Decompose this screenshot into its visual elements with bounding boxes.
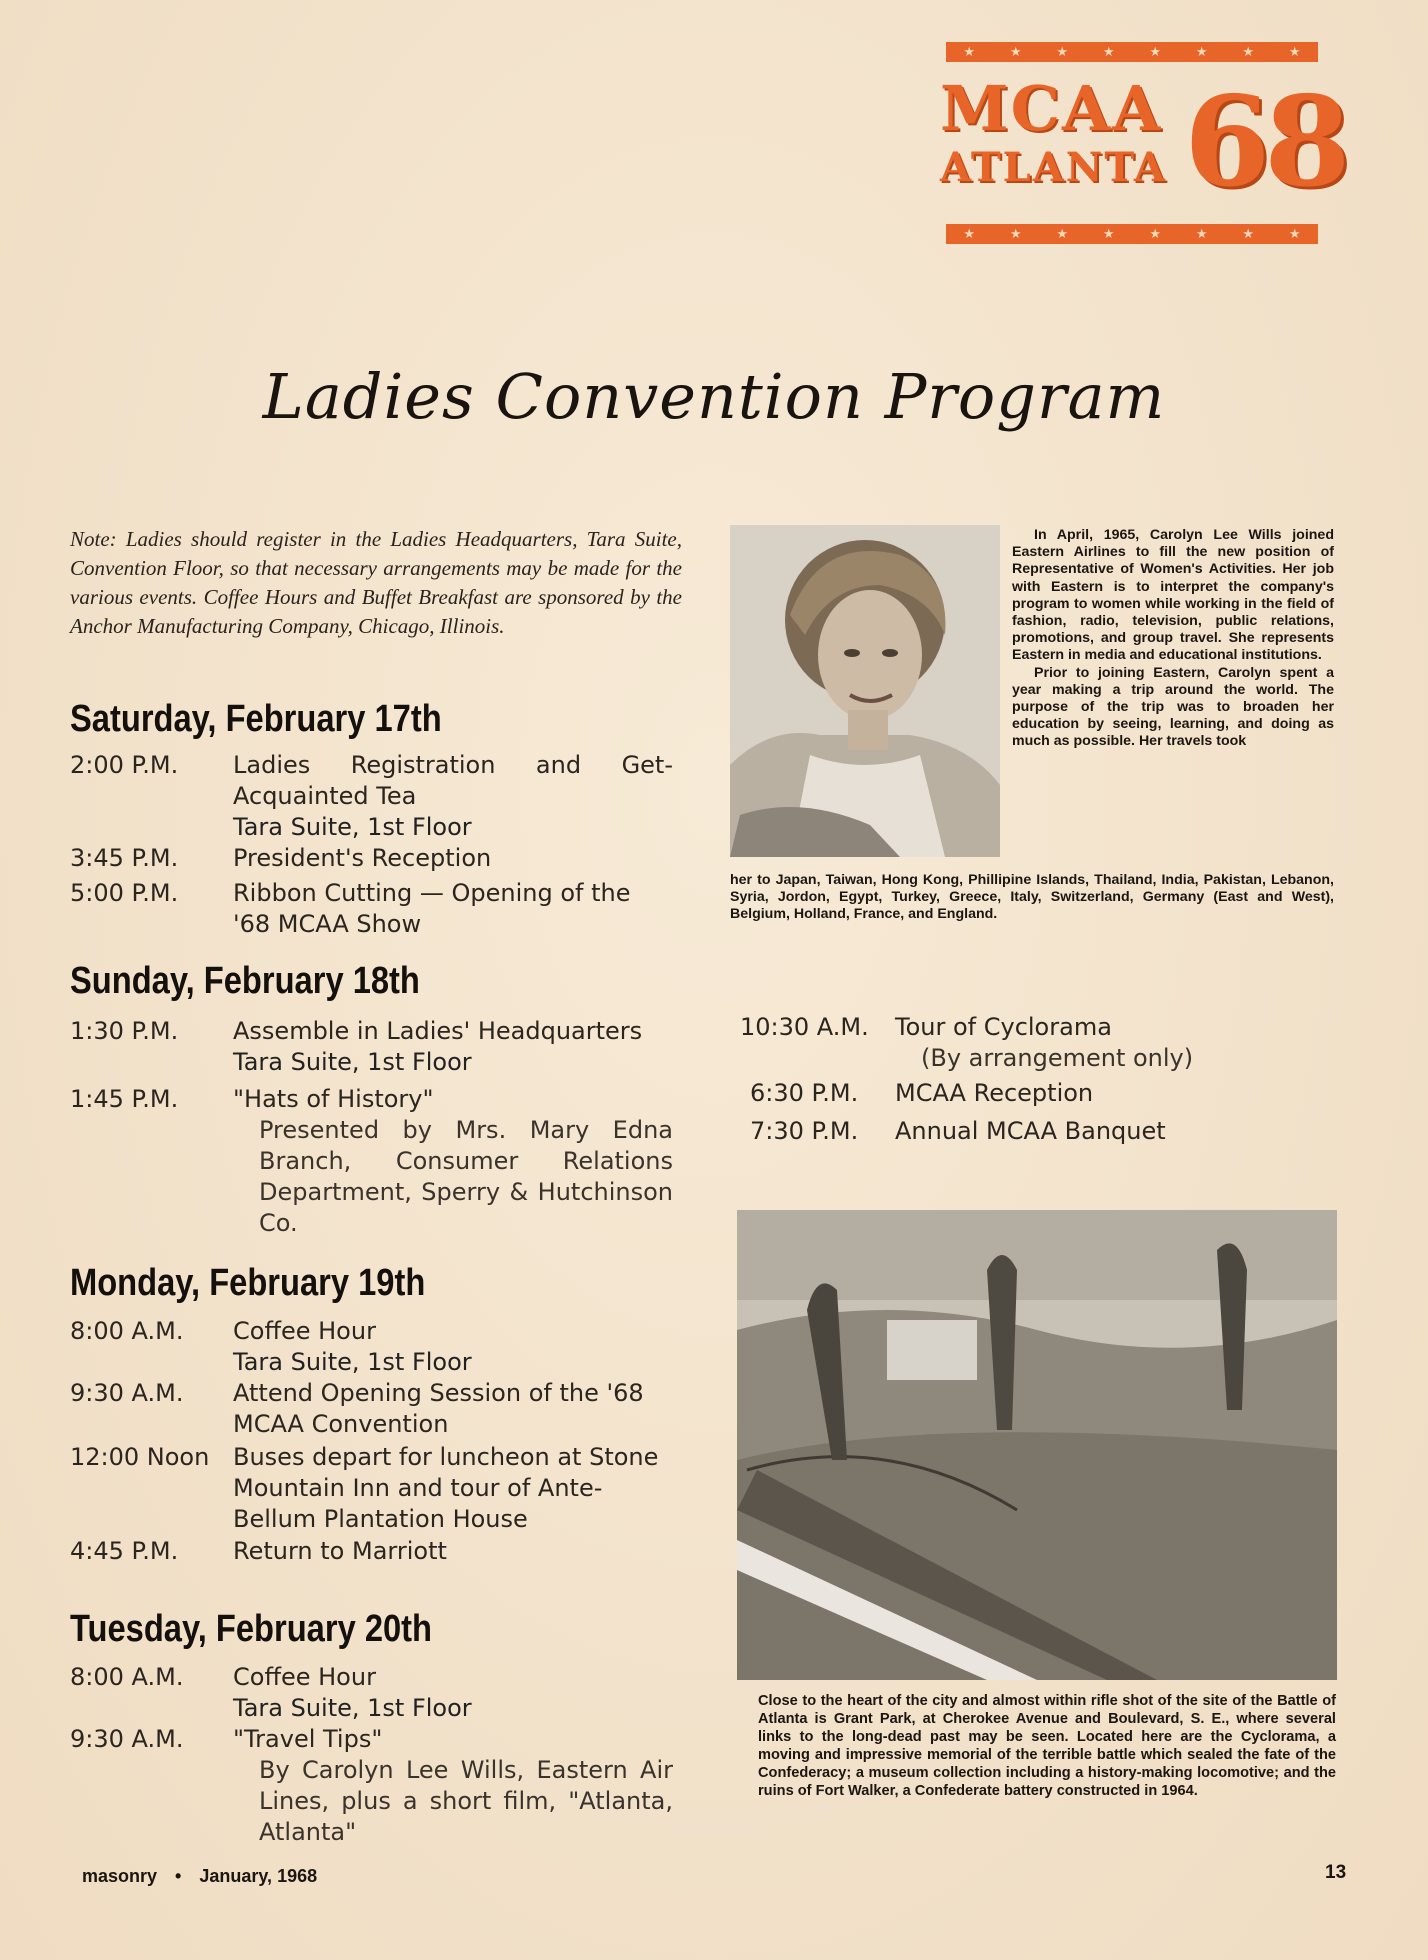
star-icon: ★	[1288, 226, 1301, 242]
event-time: 2:00 P.M.	[70, 751, 179, 779]
event-details	[233, 1016, 673, 1078]
tuesday-section	[70, 1608, 690, 1846]
event-title: MCAA Reception	[895, 1079, 1094, 1107]
page-footer-left	[82, 1866, 317, 1887]
event-time: 4:45 P.M.	[70, 1537, 179, 1565]
event-title: Tour of Cyclorama	[895, 1013, 1112, 1041]
biography-column	[1012, 527, 1334, 751]
day-heading-monday: Monday, February 19th	[70, 1262, 426, 1304]
page-title: Ladies Convention Program	[262, 360, 1166, 433]
event-location: Tara Suite, 1st Floor	[233, 1694, 472, 1722]
event-details	[233, 1536, 673, 1567]
monday-section	[70, 1262, 690, 1565]
bullet-icon: •	[175, 1866, 182, 1886]
event-time: 1:45 P.M.	[70, 1085, 179, 1113]
logo-year: 68	[1184, 70, 1345, 215]
event-title: Ladies Registration and Get-Acquainted Tea	[233, 751, 673, 810]
event-details	[895, 1012, 1335, 1074]
star-icon: ★	[1009, 44, 1022, 60]
event-time: 9:30 A.M.	[70, 1725, 184, 1753]
event-title: "Hats of History"	[233, 1085, 434, 1113]
tuesday-section-continued	[740, 1012, 1340, 1182]
bio-continuation: her to Japan, Taiwan, Hong Kong, Phillipine Islands, Thailand, India, Pakistan, Lebanon, Syria, Jordon, Egypt, Turkey, Greece, Italy, Switzerland, Germany (East and West), Belgium, Holland, France, and England.	[730, 872, 1334, 923]
bio-paragraph-2: Prior to joining Eastern, Carolyn spent a year making a trip around the world. The purpose of the trip was to broaden her education by seeing, learning, and doing as much as possible. Her travels took	[1012, 664, 1334, 750]
logo-star-bar-top	[946, 42, 1318, 62]
star-icon: ★	[1149, 226, 1162, 242]
event-time: 9:30 A.M.	[70, 1379, 184, 1407]
event-note: (By arrangement only)	[921, 1044, 1194, 1072]
event-time: 12:00 Noon	[70, 1443, 210, 1471]
logo-mcaa: MCAA	[940, 72, 1163, 145]
portrait-illustration	[730, 525, 1000, 857]
event-details	[233, 1662, 673, 1724]
event-details	[233, 878, 673, 940]
day-heading-sunday: Sunday, February 18th	[70, 960, 420, 1002]
event-title: Ribbon Cutting — Opening of the '68 MCAA Show	[233, 879, 631, 938]
cyclorama-illustration	[737, 1210, 1337, 1680]
photo-caption: Close to the heart of the city and almost within rifle shot of the site of the Battle of Atlanta is Grant Park, at Cherokee Avenue and Boulevard, S. E., where several links to the long-dead past may be seen. Located here are the Cyclorama, a moving and impressive memorial of the terrible battle which sealed the fate of the Confederacy; a museum collection including a history-making locomotive; and the ruins of Fort Walker, a Confederate battery constructed in 1964.	[758, 1693, 1336, 1799]
event-time: 7:30 P.M.	[750, 1117, 859, 1145]
event-presenter: Presented by Mrs. Mary Edna Branch, Consumer Relations Department, Sperry & Hutchinson Co.	[259, 1116, 673, 1237]
mcaa-atlanta-68-logo	[940, 38, 1345, 250]
logo-star-bar-bottom	[946, 224, 1318, 244]
logo-wordmark	[940, 74, 1180, 192]
event-title: Coffee Hour	[233, 1663, 376, 1691]
event-details	[233, 1316, 673, 1378]
star-icon: ★	[1288, 44, 1301, 60]
event-time: 8:00 A.M.	[70, 1663, 184, 1691]
day-heading-tuesday: Tuesday, February 20th	[70, 1608, 433, 1650]
event-details	[233, 750, 673, 843]
event-title: "Travel Tips"	[233, 1725, 383, 1753]
star-icon: ★	[1195, 226, 1208, 242]
event-time: 10:30 A.M.	[740, 1013, 869, 1041]
event-title: Coffee Hour	[233, 1317, 376, 1345]
event-location: Tara Suite, 1st Floor	[233, 1048, 472, 1076]
event-details	[233, 1378, 673, 1440]
star-icon: ★	[1102, 226, 1115, 242]
issue-date: January, 1968	[199, 1866, 318, 1886]
event-title: President's Reception	[233, 844, 492, 872]
event-title: Return to Marriott	[233, 1537, 447, 1565]
event-time: 8:00 A.M.	[70, 1317, 184, 1345]
publication-name: masonry	[82, 1866, 158, 1886]
star-icon: ★	[1102, 44, 1115, 60]
event-details	[233, 843, 673, 874]
star-icon: ★	[1149, 44, 1162, 60]
day-heading-saturday: Saturday, February 17th	[70, 698, 442, 740]
event-details	[233, 1442, 673, 1535]
event-title: Attend Opening Session of the '68 MCAA Convention	[233, 1379, 644, 1438]
event-details	[895, 1078, 1335, 1109]
event-details	[895, 1116, 1335, 1147]
logo-atlanta: ATLANTA	[940, 144, 1167, 191]
event-time: 5:00 P.M.	[70, 879, 179, 907]
event-title: Annual MCAA Banquet	[895, 1117, 1166, 1145]
cyclorama-photo	[737, 1210, 1337, 1680]
star-icon: ★	[1242, 44, 1255, 60]
star-icon: ★	[963, 226, 976, 242]
event-presenter: By Carolyn Lee Wills, Eastern Air Lines, plus a short film, "Atlanta, Atlanta"	[259, 1756, 673, 1846]
event-title: Assemble in Ladies' Headquarters	[233, 1017, 643, 1045]
event-location: Tara Suite, 1st Floor	[233, 1348, 472, 1376]
star-icon: ★	[1009, 226, 1022, 242]
sunday-section	[70, 960, 690, 1237]
star-icon: ★	[1195, 44, 1208, 60]
page-number: 13	[1325, 1862, 1347, 1883]
registration-note: Note: Ladies should register in the Ladies Headquarters, Tara Suite, Convention Floor, so that necessary arrangements may be made for the various events. Coffee Hours and Buffet Breakfast are sponsored by the Anchor Manufacturing Company, Chicago, Illinois.	[70, 527, 682, 638]
event-time: 1:30 P.M.	[70, 1017, 179, 1045]
event-time: 3:45 P.M.	[70, 844, 179, 872]
saturday-section	[70, 698, 690, 948]
event-details	[233, 1724, 673, 1848]
event-details	[233, 1084, 673, 1239]
event-time: 6:30 P.M.	[750, 1079, 859, 1107]
star-icon: ★	[1242, 226, 1255, 242]
event-title: Buses depart for luncheon at Stone Mountain Inn and tour of Ante-Bellum Plantation House	[233, 1443, 659, 1533]
star-icon: ★	[1056, 44, 1069, 60]
star-icon: ★	[1056, 226, 1069, 242]
portrait-photo-carolyn-lee-wills	[730, 525, 1000, 857]
event-location: Tara Suite, 1st Floor	[233, 813, 472, 841]
bio-paragraph-1: In April, 1965, Carolyn Lee Wills joined Eastern Airlines to fill the new position of Representative of Women's Activities. Her job with Eastern is to interpret the company's program to women while working in the field of fashion, radio, television, public relations, promotions, and group travel. She represents Eastern in media and educational institutions.	[1012, 527, 1334, 664]
star-icon: ★	[963, 44, 976, 60]
